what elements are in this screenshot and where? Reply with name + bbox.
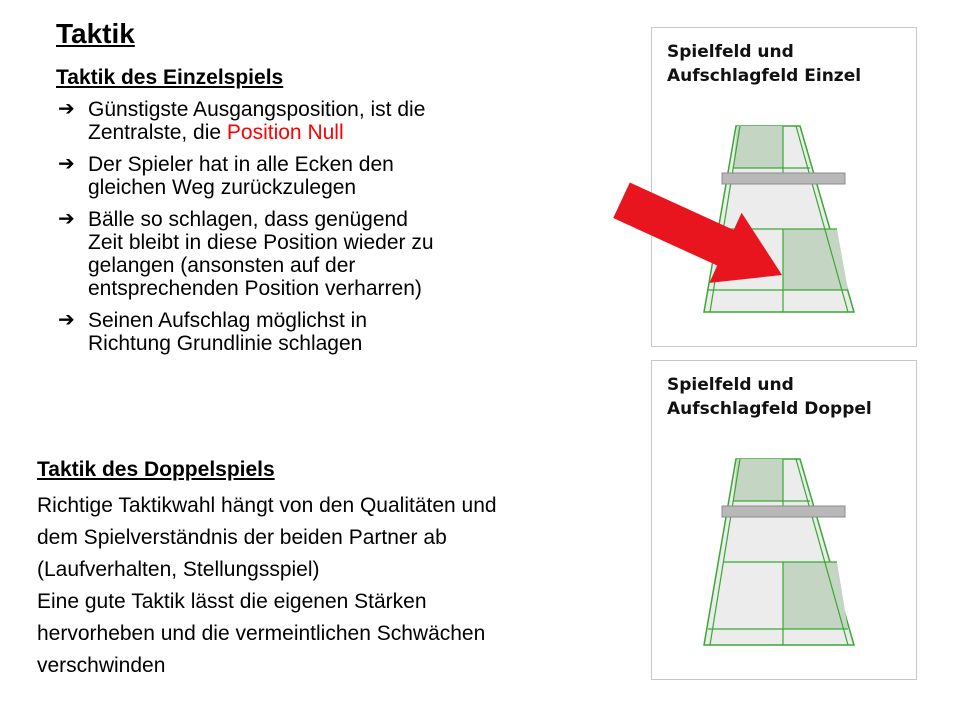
bullet-item bbox=[56, 309, 556, 355]
bullet-line: Zeit bleibt in diese Position wieder zu bbox=[88, 231, 434, 254]
paragraph-line: Richtige Taktikwahl hängt von den Qualitäten und bbox=[37, 494, 497, 517]
arrow-right-icon: ➔ bbox=[58, 208, 75, 230]
single-heading: Taktik des Einzelspiels bbox=[56, 66, 284, 89]
bullet-line: Richtung Grundlinie schlagen bbox=[88, 332, 363, 355]
red-arrow-icon bbox=[610, 160, 810, 320]
arrow-right-icon: ➔ bbox=[58, 98, 75, 120]
bullet-line: Günstigste Ausgangsposition, ist die bbox=[88, 98, 426, 121]
service-area-lower bbox=[783, 562, 848, 629]
bullet-line: entsprechenden Position verharren) bbox=[88, 277, 422, 300]
service-area-upper bbox=[733, 459, 783, 501]
paragraph-line: dem Spielverständnis der beiden Partner ab bbox=[37, 526, 447, 549]
paragraph-line: verschwinden bbox=[37, 654, 166, 677]
bullet-line: gelangen (ansonsten auf der bbox=[88, 254, 356, 277]
highlight-text: Position Null bbox=[226, 121, 344, 144]
single-bullet-list bbox=[56, 98, 556, 364]
bullet-line: Bälle so schlagen, dass genügend bbox=[88, 208, 408, 231]
page-title: Taktik bbox=[56, 18, 135, 49]
double-court-diagram bbox=[652, 361, 916, 679]
bullet-line: Der Spieler hat in alle Ecken den bbox=[88, 153, 394, 176]
double-court-label: Spielfeld und Aufschlagfeld Doppel bbox=[667, 375, 872, 419]
paragraph-line: (Laufverhalten, Stellungsspiel) bbox=[37, 558, 320, 581]
bullet-item bbox=[56, 98, 556, 144]
paragraph-line: hervorheben und die vermeintlichen Schwächen bbox=[37, 622, 486, 645]
double-heading: Taktik des Doppelspiels bbox=[37, 458, 275, 481]
bullet-line: Seinen Aufschlag möglichst in bbox=[88, 309, 367, 332]
arrow-right-icon: ➔ bbox=[58, 309, 75, 331]
double-court-panel bbox=[651, 360, 917, 680]
paragraph-line: Eine gute Taktik lässt die eigenen Stärken bbox=[37, 590, 427, 613]
bullet-item bbox=[56, 208, 556, 300]
bullet-line: gleichen Weg zurückzulegen bbox=[88, 176, 357, 199]
bullet-item bbox=[56, 153, 556, 199]
bullet-line: Zentralste, die bbox=[88, 121, 227, 144]
single-court-label: Spielfeld und Aufschlagfeld Einzel bbox=[667, 42, 862, 86]
net bbox=[722, 506, 845, 517]
double-paragraph bbox=[37, 490, 637, 682]
arrow-right-icon: ➔ bbox=[58, 153, 75, 175]
